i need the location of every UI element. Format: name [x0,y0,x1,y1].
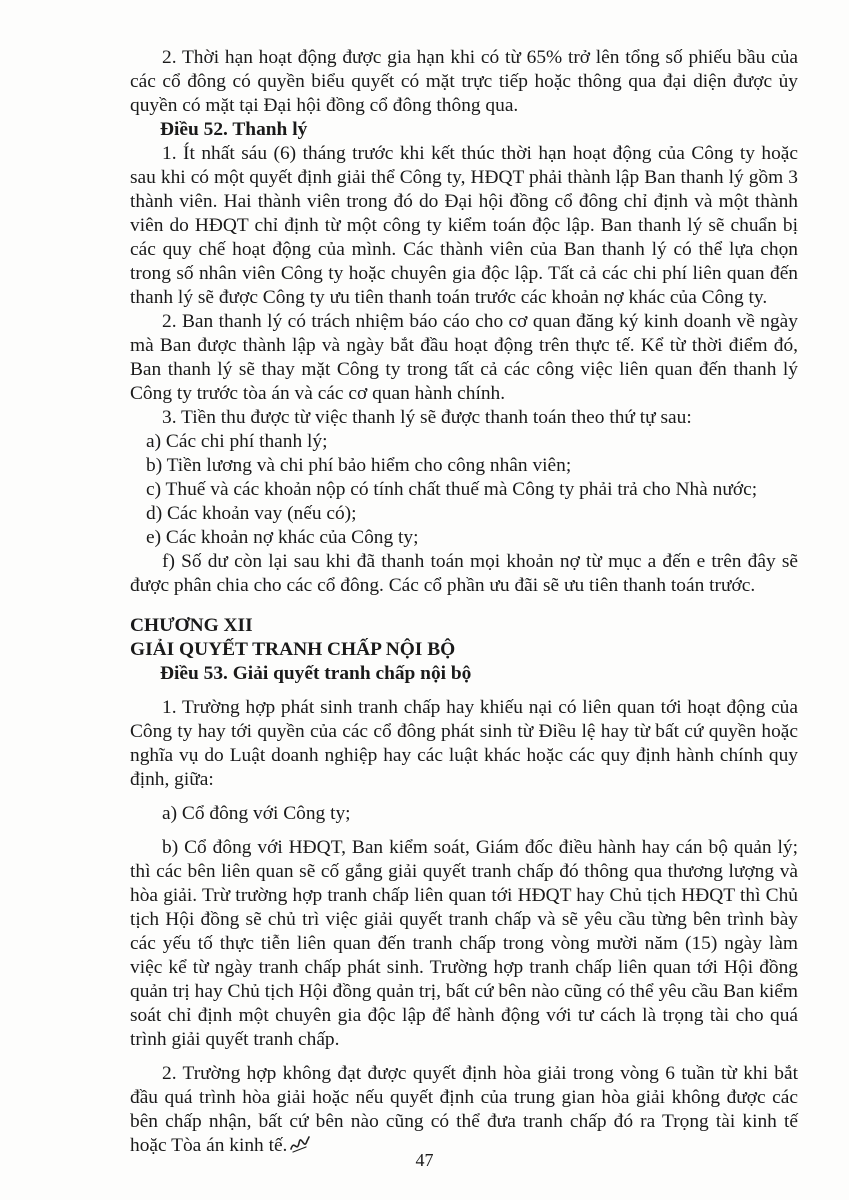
article-52-final-item: f) Số dư còn lại sau khi đã thanh toán mọi khoản nợ từ mục a đến e trên đây sẽ được phân chia cho các cổ đông. Các cổ phần ưu đãi sẽ ưu tiên thanh toán trước. [130,551,798,596]
article-52-heading: Điều 52. Thanh lý [160,119,308,140]
article-53-heading: Điều 53. Giải quyết tranh chấp nội bộ [160,663,472,684]
document-body [130,46,798,1158]
list-item: c) Thuế và các khoản nộp có tính chất thuế mà Công ty phải trả cho Nhà nước; [146,479,758,500]
list-item: a) Các chi phí thanh lý; [146,431,328,452]
paragraph-term-extension: 2. Thời hạn hoạt động được gia hạn khi có từ 65% trở lên tổng số phiếu bầu của các cổ đông có quyền biểu quyết có mặt trực tiếp hoặc thông qua đại diện được ủy quyền có mặt tại Đại hội đồng cổ đông thông qua. [130,47,798,116]
article-53-item-b: b) Cổ đông với HĐQT, Ban kiểm soát, Giám đốc điều hành hay cán bộ quản lý; thì các bên liên quan sẽ cố gắng giải quyết tranh chấp đó thông qua thương lượng và hòa giải. Trừ trường hợp tranh chấp liên quan tới HĐQT hay Chủ tịch HĐQT thì Chủ tịch Hội đồng sẽ chủ trì việc giải quyết tranh chấp và sẽ yêu cầu từng bên trình bày các yếu tố thực tiễn liên quan đến tranh chấp trong vòng mười năm (15) ngày làm việc kể từ ngày tranh chấp phát sinh. Trường hợp tranh chấp liên quan tới Hội đồng quản trị hay Chủ tịch Hội đồng quản trị, bất cứ bên nào cũng có thể yêu cầu Ban kiểm soát chỉ định một chuyên gia độc lập để hành động với tư cách là trọng tài cho quá trình giải quyết tranh chấp. [130,837,798,1050]
page-number: 47 [415,1150,434,1170]
article-53-paragraph-2-text: 2. Trường hợp không đạt được quyết định hòa giải trong vòng 6 tuần từ khi bắt đầu quá trình hòa giải hoặc nếu quyết định của trung gian hòa giải không được các bên chấp nhận, bất cứ bên nào cũng có thể đưa tranh chấp đó ra Trọng tài kinh tế hoặc Tòa án kinh tế. [130,1063,798,1156]
list-item: d) Các khoản vay (nếu có); [146,503,357,524]
article-53-paragraph-1: 1. Trường hợp phát sinh tranh chấp hay khiếu nại có liên quan tới hoạt động của Công ty hay tới quyền của các cổ đông phát sinh từ Điều lệ hay từ bất cứ quyền hoặc nghĩa vụ do Luật doanh nghiệp hay các luật khác hoặc các quy định hành chính quy định, giữa: [130,697,798,790]
article-53-item-a: a) Cổ đông với Công ty; [162,803,351,824]
article-53-paragraph-2 [130,1062,798,1158]
list-item: e) Các khoản nợ khác của Công ty; [146,527,419,548]
chapter-number: CHƯƠNG XII [130,615,253,636]
list-item: b) Tiền lương và chi phí bảo hiểm cho công nhân viên; [146,455,572,476]
article-52-paragraph-3: 3. Tiền thu được từ việc thanh lý sẽ được thanh toán theo thứ tự sau: [162,407,692,428]
article-52-paragraph-2: 2. Ban thanh lý có trách nhiệm báo cáo cho cơ quan đăng ký kinh doanh về ngày mà Ban được thành lập và ngày bắt đầu hoạt động trên thực tế. Kể từ thời điểm đó, Ban thanh lý sẽ thay mặt Công ty trong tất cả các công việc liên quan đến thanh lý Công ty trước tòa án và các cơ quan hành chính. [130,311,798,404]
article-52-paragraph-1: 1. Ít nhất sáu (6) tháng trước khi kết thúc thời hạn hoạt động của Công ty hoặc sau khi có một quyết định giải thể Công ty, HĐQT phải thành lập Ban thanh lý gồm 3 thành viên. Hai thành viên trong đó do Đại hội đồng cổ đông chỉ định và một thành viên do HĐQT chỉ định từ một công ty kiểm toán độc lập. Ban thanh lý sẽ chuẩn bị các quy chế hoạt động của mình. Các thành viên của Ban thanh lý có thể lựa chọn trong số nhân viên Công ty hoặc chuyên gia độc lập. Tất cả các chi phí liên quan đến thanh lý sẽ được Công ty ưu tiên thanh toán trước các khoản nợ khác của Công ty. [130,143,798,308]
chapter-title: GIẢI QUYẾT TRANH CHẤP NỘI BỘ [130,639,456,660]
